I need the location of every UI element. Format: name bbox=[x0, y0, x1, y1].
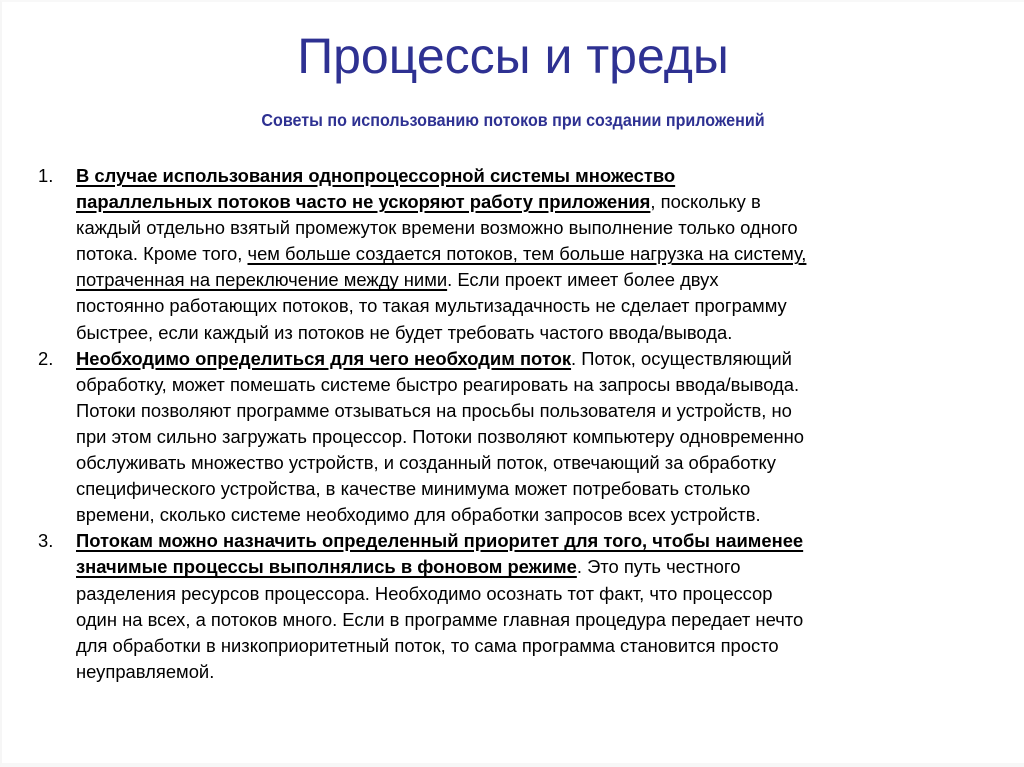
body-text: , поскольку в bbox=[650, 191, 761, 213]
text-line bbox=[76, 163, 998, 189]
body-text: один на всех, а потоков много. Если в программе главная процедура передает нечто bbox=[76, 608, 804, 630]
list-item-2 bbox=[38, 346, 998, 529]
text-line bbox=[76, 346, 998, 372]
text-line bbox=[76, 450, 998, 476]
body-text: быстрее, если каждый из потоков не будет требовать частого ввода/вывода. bbox=[76, 321, 733, 343]
emphasis-text: значимые процессы выполнялись в фоновом режиме bbox=[76, 556, 577, 578]
body-text: специфического устройства, в качестве минимума может потребовать столько bbox=[76, 478, 751, 500]
text-line bbox=[76, 372, 998, 398]
emphasis-text: Необходимо определиться для чего необходим поток bbox=[76, 347, 572, 369]
underlined-text: потраченная на переключение между ними bbox=[76, 269, 448, 291]
body-text: каждый отдельно взятый промежуток времени возможно выполнение только одного bbox=[76, 217, 798, 239]
body-text: обслуживать множество устройств, и созданный поток, отвечающий за обработку bbox=[76, 452, 777, 474]
body-text: . Это путь честного bbox=[576, 556, 741, 578]
text-line bbox=[76, 267, 998, 293]
list-marker: 1. bbox=[38, 165, 54, 186]
list-marker: 3. bbox=[38, 530, 54, 552]
emphasis-text: Потокам можно назначить определенный приоритет для того, чтобы наименее bbox=[76, 530, 804, 552]
body-text: потока. Кроме того, bbox=[76, 243, 248, 265]
text-line bbox=[76, 189, 998, 215]
text-line bbox=[76, 554, 998, 580]
list-item-1 bbox=[38, 163, 998, 346]
body-text: неуправляемой. bbox=[76, 660, 215, 682]
text-line bbox=[76, 215, 998, 241]
underlined-text: чем больше создается потоков, тем больше нагрузка на систему, bbox=[247, 243, 807, 265]
body-text: постоянно работающих потоков, то такая мультизадачность не сделает программу bbox=[76, 295, 787, 317]
text-line bbox=[76, 528, 998, 554]
text-line bbox=[76, 476, 998, 502]
emphasis-text: параллельных потоков часто не ускоряют работу приложения bbox=[76, 191, 651, 213]
text-line bbox=[76, 607, 998, 633]
text-line bbox=[76, 398, 998, 424]
text-line bbox=[76, 241, 998, 267]
body-text: разделения ресурсов процессора. Необходимо осознать тот факт, что процессор bbox=[76, 582, 773, 604]
body-text: . Если проект имеет более двух bbox=[447, 269, 719, 291]
slide-subtitle: Советы по использованию потоков при создании приложений bbox=[261, 110, 765, 130]
list-item-3 bbox=[38, 528, 998, 685]
tips-list bbox=[38, 163, 998, 685]
text-line bbox=[76, 293, 998, 319]
text-line bbox=[76, 502, 998, 528]
body-text: для обработки в низкоприоритетный поток, то сама программа становится просто bbox=[76, 634, 779, 656]
text-line bbox=[76, 581, 998, 607]
text-line bbox=[76, 424, 998, 450]
body-text: . Поток, осуществляющий bbox=[571, 347, 792, 369]
body-text: обработку, может помешать системе быстро реагировать на запросы ввода/вывода. bbox=[76, 373, 800, 395]
text-line bbox=[76, 320, 998, 346]
body-text: при этом сильно загружать процессор. Потоки позволяют компьютеру одновременно bbox=[76, 425, 805, 447]
emphasis-text: В случае использования однопроцессорной системы множество bbox=[76, 165, 676, 186]
list-marker: 2. bbox=[38, 347, 54, 369]
slide-title: Процессы и треды bbox=[297, 28, 729, 84]
text-line bbox=[76, 659, 998, 685]
body-text: Потоки позволяют программе отзываться на просьбы пользователя и устройств, но bbox=[76, 399, 792, 421]
body-text: времени, сколько системе необходимо для обработки запросов всех устройств. bbox=[76, 504, 761, 526]
text-line bbox=[76, 633, 998, 659]
